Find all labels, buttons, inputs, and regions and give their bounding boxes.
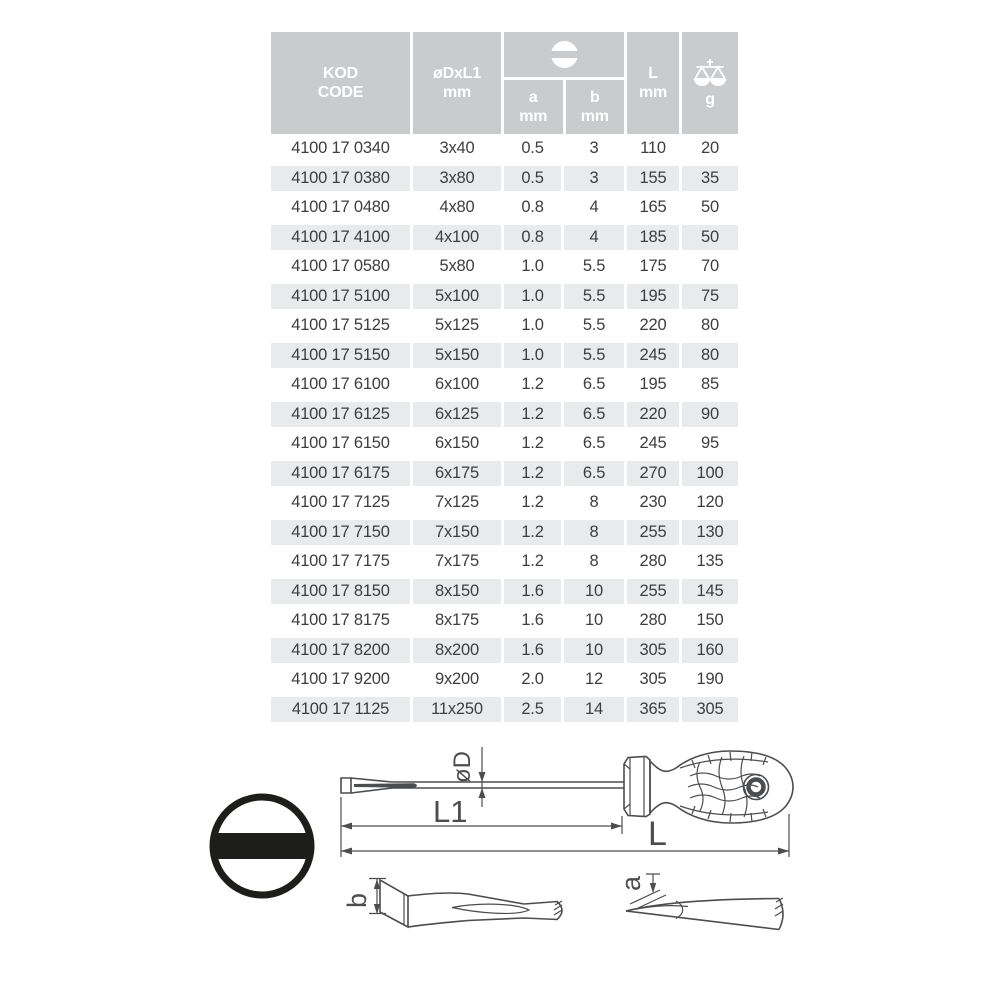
blade-thickness-view [616, 874, 783, 930]
label-tip-width: b [342, 892, 372, 908]
cell-a: 1.2 [501, 518, 561, 548]
cell-l: 245 [624, 341, 679, 371]
cell-l: 195 [624, 282, 679, 312]
cell-g: 130 [679, 518, 738, 548]
cell-size: 5x100 [410, 282, 501, 312]
table-row [271, 223, 738, 253]
cell-size: 5x125 [410, 311, 501, 341]
table-body [271, 134, 738, 724]
cell-size: 5x80 [410, 252, 501, 282]
cell-b: 10 [561, 577, 624, 607]
cell-b: 6.5 [561, 459, 624, 489]
cell-l: 185 [624, 223, 679, 253]
cell-a: 1.0 [501, 341, 561, 371]
cell-code: 4100 17 6150 [291, 434, 390, 453]
cell-a: 1.6 [501, 606, 561, 636]
cell-b: 10 [561, 636, 624, 666]
cell-code: 4100 17 7150 [271, 518, 410, 548]
cell-code: 4100 17 8150 [271, 577, 410, 607]
table-row [271, 370, 738, 400]
cell-l: 280 [624, 606, 679, 636]
cell-size: 6x125 [410, 400, 501, 430]
header-b [563, 80, 625, 134]
table-row [271, 311, 738, 341]
cell-a: 0.8 [501, 223, 561, 253]
cell-size: 9x200 [410, 665, 501, 695]
table-row [271, 459, 738, 489]
cell-code: 4100 17 8175 [291, 611, 390, 630]
cell-code: 4100 17 0580 [291, 257, 390, 276]
header-code-line2: CODE [317, 84, 364, 101]
cell-l: 165 [624, 193, 679, 223]
label-total-length: L [648, 815, 667, 853]
table-row [271, 695, 738, 725]
cell-code: 4100 17 6125 [271, 400, 410, 430]
cell-a: 1.0 [501, 311, 561, 341]
cell-code: 4100 17 0340 [291, 139, 390, 158]
header-l-line1: L [648, 65, 658, 82]
cell-b: 6.5 [561, 370, 624, 400]
cell-l: 110 [624, 134, 679, 164]
cell-b: 3 [561, 164, 624, 194]
table-row [271, 665, 738, 695]
cell-b: 8 [561, 518, 624, 548]
cell-b: 3 [561, 134, 624, 164]
cell-size: 6x175 [410, 459, 501, 489]
cell-b: 6.5 [561, 429, 624, 459]
cell-size: 8x150 [410, 577, 501, 607]
cell-a: 1.2 [501, 370, 561, 400]
cell-size: 7x125 [410, 488, 501, 518]
cell-l: 220 [624, 400, 679, 430]
table-row [271, 429, 738, 459]
cell-g: 70 [679, 252, 738, 282]
table-row [271, 282, 738, 312]
label-diameter: øD [449, 751, 476, 783]
cell-size: 6x100 [410, 370, 501, 400]
cell-l: 155 [624, 164, 679, 194]
slotted-screw-icon [551, 41, 578, 68]
cell-g: 95 [679, 429, 738, 459]
cell-l: 365 [624, 695, 679, 725]
cell-b: 4 [561, 223, 624, 253]
technical-drawing [190, 733, 802, 948]
cell-b: 5.5 [561, 311, 624, 341]
cell-g: 50 [679, 223, 738, 253]
cell-l: 175 [624, 252, 679, 282]
table-row [271, 164, 738, 194]
cell-a: 0.5 [501, 134, 561, 164]
cell-size: 8x200 [410, 636, 501, 666]
cell-size: 7x150 [410, 518, 501, 548]
cell-l: 255 [624, 518, 679, 548]
header-size-line2: mm [442, 84, 472, 101]
cell-g: 20 [679, 134, 738, 164]
header-g-label: g [705, 91, 715, 108]
cell-g: 100 [679, 459, 738, 489]
cell-b: 8 [561, 547, 624, 577]
cell-size: 8x175 [410, 606, 501, 636]
cell-size: 4x80 [410, 193, 501, 223]
cell-size: 3x40 [410, 134, 501, 164]
cell-code: 4100 17 0380 [271, 164, 410, 194]
cell-g: 135 [679, 547, 738, 577]
header-code [271, 32, 410, 134]
header-size-line1: øDxL1 [433, 65, 481, 82]
cell-g: 35 [679, 164, 738, 194]
cell-g: 80 [679, 341, 738, 371]
cell-g: 90 [679, 400, 738, 430]
cell-b: 12 [561, 665, 624, 695]
cell-size: 11x250 [410, 695, 501, 725]
spec-table [271, 32, 738, 724]
cell-a: 0.8 [501, 193, 561, 223]
table-row [271, 488, 738, 518]
header-a [504, 80, 563, 134]
cell-a: 1.2 [501, 459, 561, 489]
cell-a: 1.2 [501, 547, 561, 577]
header-weight [679, 32, 738, 134]
label-tip-thickness: a [616, 875, 646, 891]
header-slot-icon-cell [504, 32, 624, 77]
cell-a: 1.6 [501, 577, 561, 607]
cell-code: 4100 17 7125 [291, 493, 390, 512]
header-code-line1: KOD [323, 65, 358, 82]
table-row [271, 341, 738, 371]
cell-code: 4100 17 9200 [291, 670, 390, 689]
header-l-line2: mm [638, 84, 668, 101]
cell-code: 4100 17 8200 [271, 636, 410, 666]
cell-l: 230 [624, 488, 679, 518]
cell-g: 80 [679, 311, 738, 341]
table-row [271, 577, 738, 607]
cell-b: 10 [561, 606, 624, 636]
cell-size: 7x175 [410, 547, 501, 577]
cell-size: 5x150 [410, 341, 501, 371]
header-b-line2: mm [580, 108, 609, 125]
cell-l: 220 [624, 311, 679, 341]
cell-l: 195 [624, 370, 679, 400]
table-row [271, 518, 738, 548]
label-blade-length: L1 [433, 794, 468, 829]
table-row [271, 400, 738, 430]
cell-g: 190 [679, 665, 738, 695]
cell-a: 1.0 [501, 252, 561, 282]
slotted-tip-front-view [206, 797, 318, 895]
cell-b: 5.5 [561, 252, 624, 282]
cell-g: 120 [679, 488, 738, 518]
blade-width-view [342, 879, 562, 928]
cell-size: 6x150 [410, 429, 501, 459]
header-a-line1: a [528, 89, 538, 106]
cell-code: 4100 17 6100 [291, 375, 390, 394]
cell-g: 150 [679, 606, 738, 636]
cell-code: 4100 17 6175 [271, 459, 410, 489]
scale-icon [692, 57, 728, 88]
table-row [271, 636, 738, 666]
cell-a: 1.2 [501, 400, 561, 430]
cell-b: 8 [561, 488, 624, 518]
cell-a: 1.2 [501, 488, 561, 518]
cell-a: 0.5 [501, 164, 561, 194]
cell-size: 4x100 [410, 223, 501, 253]
cell-code: 4100 17 4100 [271, 223, 410, 253]
table-row [271, 193, 738, 223]
table-row [271, 606, 738, 636]
table-header [271, 32, 738, 134]
cell-b: 6.5 [561, 400, 624, 430]
cell-code: 4100 17 1125 [271, 695, 410, 725]
dimension-total-length [341, 814, 789, 857]
table-row [271, 252, 738, 282]
cell-code: 4100 17 0480 [291, 198, 390, 217]
header-slot-group [501, 32, 624, 134]
cell-l: 305 [624, 665, 679, 695]
cell-l: 305 [624, 636, 679, 666]
cell-a: 1.0 [501, 282, 561, 312]
table-row [271, 134, 738, 164]
cell-b: 4 [561, 193, 624, 223]
cell-b: 5.5 [561, 341, 624, 371]
cell-b: 5.5 [561, 282, 624, 312]
header-slot-subcols [504, 80, 624, 134]
table-row [271, 547, 738, 577]
header-length [624, 32, 679, 134]
cell-g: 305 [679, 695, 738, 725]
cell-code: 4100 17 5100 [271, 282, 410, 312]
cell-g: 160 [679, 636, 738, 666]
cell-g: 85 [679, 370, 738, 400]
cell-g: 75 [679, 282, 738, 312]
cell-code: 4100 17 7175 [291, 552, 390, 571]
cell-g: 145 [679, 577, 738, 607]
header-size [410, 32, 501, 134]
cell-l: 280 [624, 547, 679, 577]
cell-code: 4100 17 5150 [271, 341, 410, 371]
cell-l: 255 [624, 577, 679, 607]
cell-size: 3x80 [410, 164, 501, 194]
cell-l: 245 [624, 429, 679, 459]
cell-a: 1.6 [501, 636, 561, 666]
screwdriver-side-view [341, 751, 793, 823]
cell-a: 2.0 [501, 665, 561, 695]
header-a-line2: mm [519, 108, 548, 125]
cell-a: 2.5 [501, 695, 561, 725]
cell-code: 4100 17 5125 [291, 316, 390, 335]
cell-a: 1.2 [501, 429, 561, 459]
cell-b: 14 [561, 695, 624, 725]
cell-l: 270 [624, 459, 679, 489]
cell-g: 50 [679, 193, 738, 223]
header-b-line1: b [589, 89, 600, 106]
